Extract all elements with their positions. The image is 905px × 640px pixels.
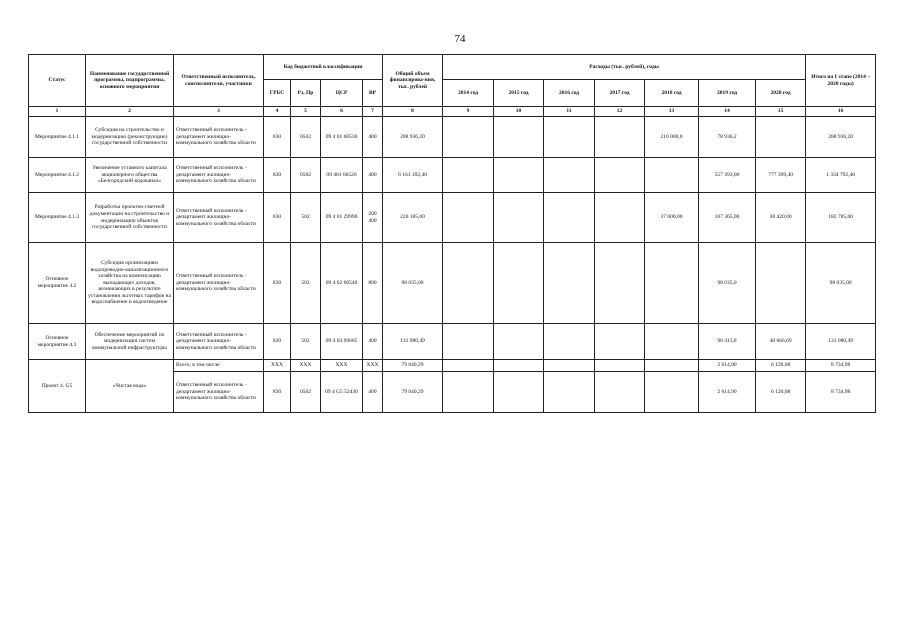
table-row	[29, 117, 876, 158]
column-number: 10	[494, 107, 544, 117]
row-rzpr: 0502	[291, 117, 321, 158]
row-stage-total: 8 734,98	[806, 360, 876, 372]
row-y2020	[756, 117, 806, 158]
row-y2015	[494, 360, 544, 372]
header-year-2020: 2020 год	[756, 80, 806, 107]
row-y2015	[494, 117, 544, 158]
row-y2019: 90 413,8	[699, 324, 756, 360]
row-y2014	[443, 158, 494, 193]
header-budget-code: Код бюджетной классификации	[264, 55, 383, 80]
row-y2020: 38 420,00	[756, 193, 806, 243]
row-total: 131 080,49	[383, 324, 443, 360]
row-y2014	[443, 193, 494, 243]
column-number: 1	[29, 107, 86, 117]
row-y2019: 557 393,00	[699, 158, 756, 193]
row-vr: 800	[363, 243, 383, 324]
row-total: 226 185,00	[383, 193, 443, 243]
page-number: 74	[454, 33, 466, 45]
row-status: Основное мероприятие 4.2	[29, 243, 86, 324]
row-stage-total: 8 734,98	[806, 372, 876, 413]
column-number: 8	[383, 107, 443, 117]
row-name: Субсидия на строительство и модернизацию (реконструкцию) государственной собственности	[86, 117, 174, 158]
row-total: 288 936,20	[383, 117, 443, 158]
row-responsible: Ответственный исполнитель - департамент жилищно-коммунального хозяйства области	[174, 243, 264, 324]
row-y2015	[494, 324, 544, 360]
row-rzpr: XXX	[291, 360, 321, 372]
column-number: 15	[756, 107, 806, 117]
row-csr: 09 4 01 29990	[321, 193, 363, 243]
row-status: Мероприятие 4.1.1	[29, 117, 86, 158]
row-y2015	[494, 193, 544, 243]
column-number: 14	[699, 107, 756, 117]
header-stage-total: Итого на I этапе (2014 – 2020 годы)	[806, 55, 876, 107]
header-total-funding: Общий объем финансирова-ния, тыс. рублей	[383, 55, 443, 107]
row-y2019: 78 936,2	[699, 117, 756, 158]
row-grbs: 830	[264, 158, 291, 193]
row-y2018: 210 000,0	[645, 117, 699, 158]
column-number-row	[29, 107, 876, 117]
row-vr: 400	[363, 117, 383, 158]
row-y2019: 98 035,0	[699, 243, 756, 324]
row-total: 6 161 392,40	[383, 158, 443, 193]
row-vr: 400	[363, 372, 383, 413]
column-number: 13	[645, 107, 699, 117]
row-y2020: 40 666,69	[756, 324, 806, 360]
row-y2020: 6 120,08	[756, 360, 806, 372]
row-vr: XXX	[363, 360, 383, 372]
row-y2016	[544, 158, 595, 193]
row-grbs: 830	[264, 193, 291, 243]
row-y2014	[443, 372, 494, 413]
header-grbs: ГРБС	[264, 80, 291, 107]
row-y2017	[595, 158, 645, 193]
row-grbs: 830	[264, 243, 291, 324]
row-y2014	[443, 324, 494, 360]
row-y2019: 2 614,90	[699, 372, 756, 413]
column-number: 11	[544, 107, 595, 117]
header-rzpr: Рз, Пр	[291, 80, 321, 107]
row-y2014	[443, 117, 494, 158]
row-y2019: 2 614,90	[699, 360, 756, 372]
header-year-2018: 2018 год	[645, 80, 699, 107]
header-year-2014: 2014 год	[443, 80, 494, 107]
row-y2017	[595, 360, 645, 372]
row-y2018	[645, 360, 699, 372]
row-stage-total: 182 785,00	[806, 193, 876, 243]
table-row	[29, 360, 876, 372]
row-y2016	[544, 243, 595, 324]
row-y2016	[544, 324, 595, 360]
header-responsible: Ответственный исполнитель, соисполнители, участники	[174, 55, 264, 107]
row-stage-total: 131 080,49	[806, 324, 876, 360]
row-csr: 09 4 01 60530	[321, 117, 363, 158]
row-y2016	[544, 193, 595, 243]
row-csr: XXX	[321, 360, 363, 372]
row-rzpr: 502	[291, 243, 321, 324]
header-year-2017: 2017 год	[595, 80, 645, 107]
header-year-2019: 2019 год	[699, 80, 756, 107]
budget-table	[28, 54, 876, 413]
column-number: 7	[363, 107, 383, 117]
row-y2018	[645, 372, 699, 413]
column-number: 2	[86, 107, 174, 117]
row-y2018	[645, 243, 699, 324]
table-row	[29, 324, 876, 360]
row-y2019: 107 365,00	[699, 193, 756, 243]
row-y2014	[443, 243, 494, 324]
row-vr: 200 400	[363, 193, 383, 243]
row-total: 79 040,29	[383, 360, 443, 372]
row-rzpr: 0502	[291, 372, 321, 413]
header-name: Наименование государственной программы, подпрограммы, основного мероприятия	[86, 55, 174, 107]
row-csr: 09 401 60520	[321, 158, 363, 193]
row-name: Разработка проектно-сметной документации на строительство и модернизацию объектов государственной собственности	[86, 193, 174, 243]
header-year-2016: 2016 год	[544, 80, 595, 107]
row-y2017	[595, 193, 645, 243]
row-y2018	[645, 158, 699, 193]
row-responsible: Ответственный исполнитель - департамент жилищно-коммунального хозяйства области	[174, 324, 264, 360]
table-row	[29, 243, 876, 324]
row-rzpr: 502	[291, 324, 321, 360]
row-stage-total: 98 035,00	[806, 243, 876, 324]
row-y2015	[494, 372, 544, 413]
row-csr: 09 4 02 60540	[321, 243, 363, 324]
row-responsible: Ответственный исполнитель - департамент жилищно-коммунального хозяйства области	[174, 117, 264, 158]
row-y2020: 6 120,08	[756, 372, 806, 413]
row-stage-total: 1 334 792,40	[806, 158, 876, 193]
column-number: 6	[321, 107, 363, 117]
row-responsible: Ответственный исполнитель - департамент жилищно-коммунального хозяйства области	[174, 193, 264, 243]
row-y2020: 777 399,40	[756, 158, 806, 193]
row-csr: 09 4 G5 52430	[321, 372, 363, 413]
column-number: 4	[264, 107, 291, 117]
row-vr: 400	[363, 324, 383, 360]
column-number: 5	[291, 107, 321, 117]
row-vr: 400	[363, 158, 383, 193]
row-y2018	[645, 324, 699, 360]
table-row	[29, 193, 876, 243]
row-y2017	[595, 117, 645, 158]
row-total: 79 040,29	[383, 372, 443, 413]
row-y2017	[595, 243, 645, 324]
row-responsible: Всего, в том числе:	[174, 360, 264, 372]
row-y2017	[595, 324, 645, 360]
row-status: Основное мероприятие 4.3	[29, 324, 86, 360]
row-grbs: 830	[264, 324, 291, 360]
column-number: 9	[443, 107, 494, 117]
row-y2014	[443, 360, 494, 372]
header-year-2015: 2015 год	[494, 80, 544, 107]
row-y2016	[544, 360, 595, 372]
column-number: 3	[174, 107, 264, 117]
row-name: Субсидия организациям водопроводно-канализационного хозяйства на компенсацию выпадающих доходов, возникающих в результате установления льготных тарифов на водоснабжение и водоотведение	[86, 243, 174, 324]
row-total: 98 035,00	[383, 243, 443, 324]
header-status: Статус	[29, 55, 86, 107]
row-y2016	[544, 372, 595, 413]
table-row	[29, 158, 876, 193]
row-name: «Чистая вода»	[86, 360, 174, 413]
header-vr: ВР	[363, 80, 383, 107]
row-name: Обеспечение мероприятий по модернизации систем коммунальной инфраструктуры	[86, 324, 174, 360]
row-grbs: 830	[264, 117, 291, 158]
header-row-1	[29, 55, 876, 80]
header-expenses: Расходы (тыс. рублей), годы	[443, 55, 806, 80]
row-y2016	[544, 117, 595, 158]
column-number: 16	[806, 107, 876, 117]
row-rzpr: 0502	[291, 158, 321, 193]
row-y2015	[494, 158, 544, 193]
row-y2017	[595, 372, 645, 413]
row-grbs: 830	[264, 372, 291, 413]
row-csr: 09 4 03 09605	[321, 324, 363, 360]
row-stage-total: 288 936,20	[806, 117, 876, 158]
row-y2015	[494, 243, 544, 324]
row-status: Мероприятие 4.1.3	[29, 193, 86, 243]
row-responsible: Ответственный исполнитель - департамент жилищно-коммунального хозяйства области	[174, 372, 264, 413]
row-y2018: 37 000,00	[645, 193, 699, 243]
row-rzpr: 502	[291, 193, 321, 243]
row-status: Мероприятие 4.1.2	[29, 158, 86, 193]
row-grbs: XXX	[264, 360, 291, 372]
row-name: Увеличение уставного капитала акционерного общества «Белгородский водоканал»	[86, 158, 174, 193]
row-status: Проект 4. G5	[29, 360, 86, 413]
header-csr: ЦСР	[321, 80, 363, 107]
row-y2020	[756, 243, 806, 324]
row-responsible: Ответственный исполнитель - департамент жилищно-коммунального хозяйства области	[174, 158, 264, 193]
column-number: 12	[595, 107, 645, 117]
